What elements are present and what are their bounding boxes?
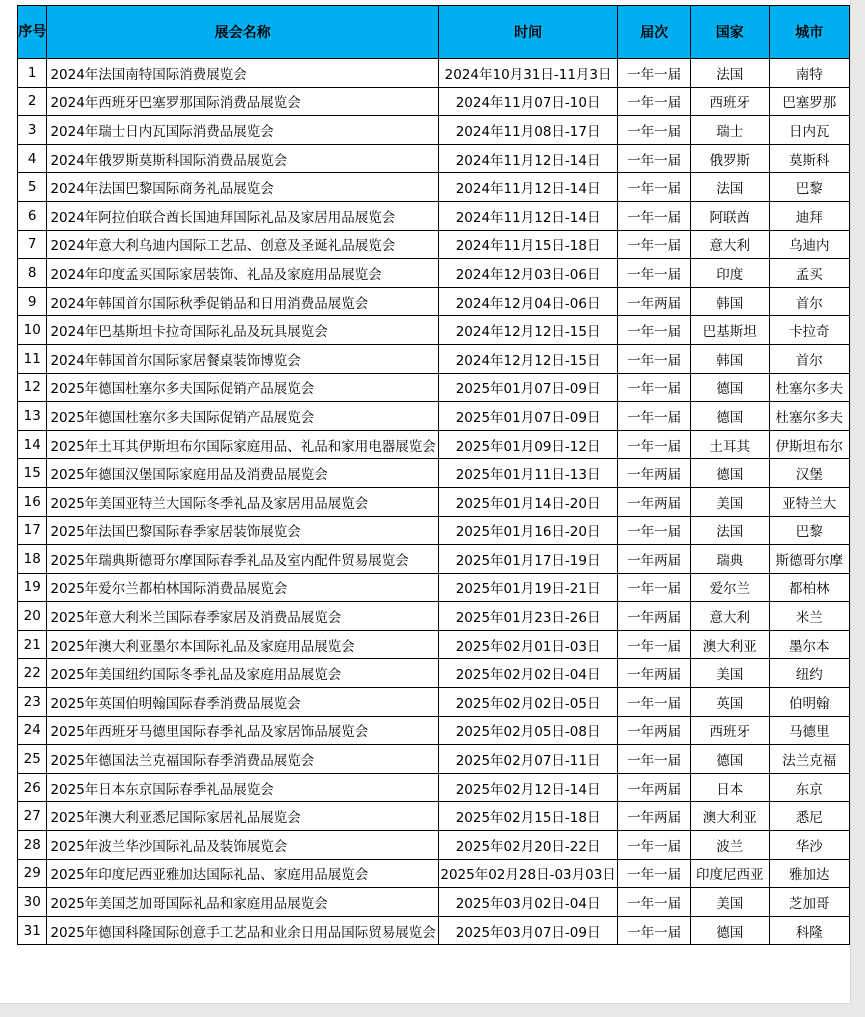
cell-index: 3 [18, 116, 47, 145]
cell-city: 纽约 [769, 659, 849, 688]
cell-name: 2024年法国巴黎国际商务礼品展览会 [47, 173, 438, 202]
cell-time: 2025年01月14日-20日 [438, 487, 618, 516]
cell-country: 西班牙 [690, 87, 769, 116]
cell-country: 德国 [690, 373, 769, 402]
cell-country: 瑞典 [690, 545, 769, 574]
table-row [18, 487, 850, 516]
table-row [18, 802, 850, 831]
cell-name: 2025年土耳其伊斯坦布尔国际家庭用品、礼品和家用电器展览会 [47, 430, 438, 459]
cell-edition: 一年一届 [618, 402, 691, 431]
cell-time: 2024年11月12日-14日 [438, 201, 618, 230]
cell-index: 26 [18, 773, 47, 802]
cell-country: 意大利 [690, 602, 769, 631]
table-row [18, 402, 850, 431]
cell-edition: 一年一届 [618, 688, 691, 717]
cell-name: 2025年德国科隆国际创意手工艺品和业余日用品国际贸易展览会 [47, 916, 438, 945]
cell-edition: 一年一届 [618, 516, 691, 545]
cell-city: 芝加哥 [769, 888, 849, 917]
cell-city: 亚特兰大 [769, 487, 849, 516]
cell-time: 2025年02月02日-04日 [438, 659, 618, 688]
table-row [18, 201, 850, 230]
cell-edition: 一年一届 [618, 430, 691, 459]
table-row [18, 144, 850, 173]
cell-index: 29 [18, 859, 47, 888]
cell-name: 2025年德国法兰克福国际春季消费品展览会 [47, 745, 438, 774]
table-row [18, 859, 850, 888]
cell-edition: 一年两届 [618, 287, 691, 316]
table-row [18, 430, 850, 459]
header-index: 序号 [18, 6, 47, 59]
cell-city: 首尔 [769, 287, 849, 316]
cell-edition: 一年一届 [618, 831, 691, 860]
cell-country: 印度尼西亚 [690, 859, 769, 888]
table-row [18, 316, 850, 345]
cell-city: 都柏林 [769, 573, 849, 602]
cell-edition: 一年一届 [618, 201, 691, 230]
cell-country: 印度 [690, 259, 769, 288]
cell-index: 6 [18, 201, 47, 230]
cell-city: 斯德哥尔摩 [769, 545, 849, 574]
cell-time: 2025年02月12日-14日 [438, 773, 618, 802]
cell-time: 2025年03月07日-09日 [438, 916, 618, 945]
table-row [18, 888, 850, 917]
table-row [18, 716, 850, 745]
cell-edition: 一年两届 [618, 459, 691, 488]
cell-index: 22 [18, 659, 47, 688]
cell-edition: 一年一届 [618, 373, 691, 402]
cell-country: 法国 [690, 173, 769, 202]
cell-time: 2025年03月02日-04日 [438, 888, 618, 917]
cell-time: 2024年11月07日-10日 [438, 87, 618, 116]
cell-name: 2025年澳大利亚悉尼国际家居礼品展览会 [47, 802, 438, 831]
cell-city: 巴黎 [769, 173, 849, 202]
header-name: 展会名称 [47, 6, 438, 59]
cell-index: 25 [18, 745, 47, 774]
cell-index: 20 [18, 602, 47, 631]
cell-city: 马德里 [769, 716, 849, 745]
cell-time: 2024年11月08日-17日 [438, 116, 618, 145]
cell-name: 2024年俄罗斯莫斯科国际消费品展览会 [47, 144, 438, 173]
cell-name: 2025年法国巴黎国际春季家居装饰展览会 [47, 516, 438, 545]
cell-country: 德国 [690, 459, 769, 488]
cell-name: 2025年印度尼西亚雅加达国际礼品、家庭用品展览会 [47, 859, 438, 888]
cell-index: 8 [18, 259, 47, 288]
cell-name: 2024年印度孟买国际家居装饰、礼品及家庭用品展览会 [47, 259, 438, 288]
cell-time: 2024年12月12日-15日 [438, 316, 618, 345]
cell-time: 2025年01月16日-20日 [438, 516, 618, 545]
cell-edition: 一年一届 [618, 59, 691, 88]
cell-city: 杜塞尔多夫 [769, 402, 849, 431]
cell-city: 孟买 [769, 259, 849, 288]
cell-time: 2025年01月09日-12日 [438, 430, 618, 459]
exhibition-table [17, 5, 850, 945]
cell-edition: 一年两届 [618, 773, 691, 802]
cell-city: 雅加达 [769, 859, 849, 888]
cell-city: 南特 [769, 59, 849, 88]
cell-city: 迪拜 [769, 201, 849, 230]
cell-country: 英国 [690, 688, 769, 717]
cell-city: 法兰克福 [769, 745, 849, 774]
cell-edition: 一年一届 [618, 230, 691, 259]
cell-country: 日本 [690, 773, 769, 802]
cell-time: 2024年12月03日-06日 [438, 259, 618, 288]
table-row [18, 459, 850, 488]
cell-edition: 一年两届 [618, 716, 691, 745]
cell-country: 澳大利亚 [690, 802, 769, 831]
table-row [18, 573, 850, 602]
cell-country: 波兰 [690, 831, 769, 860]
cell-index: 23 [18, 688, 47, 717]
cell-edition: 一年一届 [618, 259, 691, 288]
table-row [18, 287, 850, 316]
cell-index: 9 [18, 287, 47, 316]
cell-edition: 一年一届 [618, 173, 691, 202]
cell-name: 2025年德国汉堡国际家庭用品及消费品展览会 [47, 459, 438, 488]
cell-index: 12 [18, 373, 47, 402]
cell-country: 美国 [690, 659, 769, 688]
cell-time: 2024年11月15日-18日 [438, 230, 618, 259]
cell-country: 韩国 [690, 344, 769, 373]
cell-index: 28 [18, 831, 47, 860]
cell-city: 首尔 [769, 344, 849, 373]
table-row [18, 344, 850, 373]
cell-city: 米兰 [769, 602, 849, 631]
cell-edition: 一年两届 [618, 545, 691, 574]
cell-time: 2025年02月07日-11日 [438, 745, 618, 774]
cell-name: 2025年波兰华沙国际礼品及装饰展览会 [47, 831, 438, 860]
cell-edition: 一年一届 [618, 916, 691, 945]
cell-city: 华沙 [769, 831, 849, 860]
header-edition: 届次 [618, 6, 691, 59]
cell-city: 巴黎 [769, 516, 849, 545]
table-row [18, 831, 850, 860]
cell-edition: 一年两届 [618, 602, 691, 631]
cell-name: 2024年瑞士日内瓦国际消费品展览会 [47, 116, 438, 145]
cell-edition: 一年一届 [618, 144, 691, 173]
table-row [18, 116, 850, 145]
table-header-row [18, 6, 850, 59]
cell-country: 法国 [690, 59, 769, 88]
cell-country: 法国 [690, 516, 769, 545]
cell-index: 7 [18, 230, 47, 259]
table-row [18, 602, 850, 631]
cell-index: 18 [18, 545, 47, 574]
cell-index: 24 [18, 716, 47, 745]
table-row [18, 230, 850, 259]
cell-city: 悉尼 [769, 802, 849, 831]
cell-name: 2025年爱尔兰都柏林国际消费品展览会 [47, 573, 438, 602]
cell-country: 土耳其 [690, 430, 769, 459]
cell-index: 17 [18, 516, 47, 545]
cell-time: 2025年02月15日-18日 [438, 802, 618, 831]
cell-time: 2024年10月31日-11月3日 [438, 59, 618, 88]
cell-time: 2025年01月23日-26日 [438, 602, 618, 631]
cell-name: 2025年意大利米兰国际春季家居及消费品展览会 [47, 602, 438, 631]
cell-name: 2024年法国南特国际消费展览会 [47, 59, 438, 88]
cell-country: 阿联酋 [690, 201, 769, 230]
cell-index: 27 [18, 802, 47, 831]
cell-index: 2 [18, 87, 47, 116]
cell-country: 爱尔兰 [690, 573, 769, 602]
cell-city: 莫斯科 [769, 144, 849, 173]
table-row [18, 630, 850, 659]
cell-country: 德国 [690, 916, 769, 945]
cell-city: 墨尔本 [769, 630, 849, 659]
cell-name: 2025年德国杜塞尔多夫国际促销产品展览会 [47, 373, 438, 402]
cell-country: 巴基斯坦 [690, 316, 769, 345]
cell-city: 科隆 [769, 916, 849, 945]
cell-time: 2025年02月01日-03日 [438, 630, 618, 659]
table-row [18, 545, 850, 574]
cell-edition: 一年一届 [618, 573, 691, 602]
cell-name: 2025年美国芝加哥国际礼品和家庭用品展览会 [47, 888, 438, 917]
cell-city: 汉堡 [769, 459, 849, 488]
header-city: 城市 [769, 6, 849, 59]
cell-index: 10 [18, 316, 47, 345]
cell-name: 2024年韩国首尔国际家居餐桌装饰博览会 [47, 344, 438, 373]
cell-edition: 一年一届 [618, 859, 691, 888]
table-row [18, 259, 850, 288]
header-country: 国家 [690, 6, 769, 59]
table-row [18, 87, 850, 116]
cell-time: 2025年02月20日-22日 [438, 831, 618, 860]
cell-time: 2025年01月07日-09日 [438, 373, 618, 402]
table-row [18, 516, 850, 545]
cell-index: 5 [18, 173, 47, 202]
cell-name: 2025年澳大利亚墨尔本国际礼品及家庭用品展览会 [47, 630, 438, 659]
cell-time: 2024年11月12日-14日 [438, 173, 618, 202]
cell-edition: 一年一届 [618, 116, 691, 145]
cell-edition: 一年两届 [618, 487, 691, 516]
cell-time: 2024年12月12日-15日 [438, 344, 618, 373]
table-body [18, 59, 850, 945]
cell-time: 2025年01月19日-21日 [438, 573, 618, 602]
cell-index: 4 [18, 144, 47, 173]
cell-country: 德国 [690, 402, 769, 431]
cell-edition: 一年一届 [618, 316, 691, 345]
cell-country: 韩国 [690, 287, 769, 316]
cell-country: 澳大利亚 [690, 630, 769, 659]
cell-name: 2024年韩国首尔国际秋季促销品和日用消费品展览会 [47, 287, 438, 316]
cell-time: 2024年12月04日-06日 [438, 287, 618, 316]
cell-index: 15 [18, 459, 47, 488]
cell-index: 31 [18, 916, 47, 945]
table-row [18, 745, 850, 774]
cell-city: 伯明翰 [769, 688, 849, 717]
cell-country: 俄罗斯 [690, 144, 769, 173]
table-row [18, 59, 850, 88]
cell-edition: 一年两届 [618, 802, 691, 831]
cell-city: 杜塞尔多夫 [769, 373, 849, 402]
cell-index: 14 [18, 430, 47, 459]
cell-edition: 一年一届 [618, 745, 691, 774]
cell-time: 2024年11月12日-14日 [438, 144, 618, 173]
cell-city: 巴塞罗那 [769, 87, 849, 116]
cell-edition: 一年一届 [618, 630, 691, 659]
cell-country: 西班牙 [690, 716, 769, 745]
cell-country: 美国 [690, 888, 769, 917]
cell-name: 2025年德国杜塞尔多夫国际促销产品展览会 [47, 402, 438, 431]
cell-country: 瑞士 [690, 116, 769, 145]
cell-edition: 一年一届 [618, 344, 691, 373]
cell-country: 意大利 [690, 230, 769, 259]
cell-edition: 一年两届 [618, 659, 691, 688]
cell-name: 2025年美国亚特兰大国际冬季礼品及家居用品展览会 [47, 487, 438, 516]
cell-time: 2025年01月11日-13日 [438, 459, 618, 488]
cell-country: 德国 [690, 745, 769, 774]
cell-edition: 一年一届 [618, 87, 691, 116]
cell-name: 2024年阿拉伯联合酋长国迪拜国际礼品及家居用品展览会 [47, 201, 438, 230]
cell-index: 19 [18, 573, 47, 602]
cell-name: 2025年英国伯明翰国际春季消费品展览会 [47, 688, 438, 717]
table-row [18, 688, 850, 717]
header-time: 时间 [438, 6, 618, 59]
cell-index: 1 [18, 59, 47, 88]
cell-index: 11 [18, 344, 47, 373]
table-row [18, 773, 850, 802]
cell-city: 卡拉奇 [769, 316, 849, 345]
cell-city: 乌迪内 [769, 230, 849, 259]
table-row [18, 373, 850, 402]
cell-time: 2025年02月28日-03月03日 [438, 859, 618, 888]
cell-name: 2025年日本东京国际春季礼品展览会 [47, 773, 438, 802]
table-row [18, 916, 850, 945]
cell-city: 伊斯坦布尔 [769, 430, 849, 459]
cell-city: 东京 [769, 773, 849, 802]
cell-index: 16 [18, 487, 47, 516]
table-row [18, 173, 850, 202]
cell-index: 13 [18, 402, 47, 431]
cell-edition: 一年一届 [618, 888, 691, 917]
cell-name: 2025年瑞典斯德哥尔摩国际春季礼品及室内配件贸易展览会 [47, 545, 438, 574]
cell-country: 美国 [690, 487, 769, 516]
cell-name: 2024年意大利乌迪内国际工艺品、创意及圣诞礼品展览会 [47, 230, 438, 259]
cell-index: 30 [18, 888, 47, 917]
cell-name: 2025年西班牙马德里国际春季礼品及家居饰品展览会 [47, 716, 438, 745]
cell-name: 2024年巴基斯坦卡拉奇国际礼品及玩具展览会 [47, 316, 438, 345]
cell-city: 日内瓦 [769, 116, 849, 145]
cell-name: 2024年西班牙巴塞罗那国际消费品展览会 [47, 87, 438, 116]
cell-time: 2025年01月17日-19日 [438, 545, 618, 574]
cell-index: 21 [18, 630, 47, 659]
table-row [18, 659, 850, 688]
cell-name: 2025年美国纽约国际冬季礼品及家庭用品展览会 [47, 659, 438, 688]
cell-time: 2025年02月02日-05日 [438, 688, 618, 717]
cell-time: 2025年01月07日-09日 [438, 402, 618, 431]
cell-time: 2025年02月05日-08日 [438, 716, 618, 745]
